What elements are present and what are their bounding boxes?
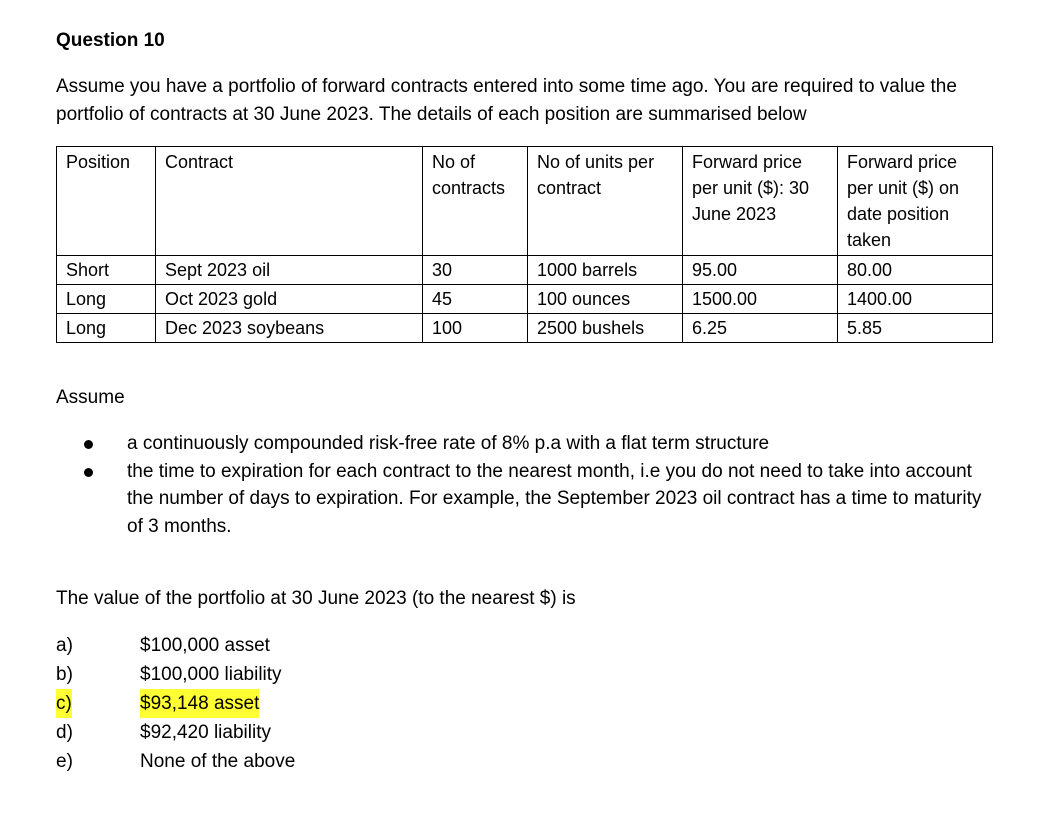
positions-table — [56, 146, 993, 343]
assumption-text: a continuously compounded risk-free rate of 8% p.a with a flat term structure — [127, 433, 770, 454]
question-intro: Assume you have a portfolio of forward contracts entered into some time ago. You are required to value the portfolio of contracts at 30 June 2023. The details of each position are summarised below — [56, 76, 957, 125]
option-text: $100,000 liability — [140, 664, 282, 685]
table-cell: 1400.00 — [838, 285, 993, 314]
option-text: None of the above — [140, 751, 296, 772]
option-letter: c) — [56, 689, 72, 718]
table-cell: 1500.00 — [683, 285, 838, 314]
table-cell: Oct 2023 gold — [156, 285, 423, 314]
bullet-icon — [84, 468, 93, 477]
assumption-text: the time to expiration for each contract to the nearest month, i.e you do not need to take into account the number of days to expiration. For example, the September 2023 oil contract has a time to maturity of 3 months. — [127, 460, 982, 537]
table-cell: Short — [57, 256, 156, 285]
table-cell: 2500 bushels — [528, 314, 683, 343]
table-row — [57, 256, 993, 285]
header-forward-price-current: Forward price per unit ($): 30 June 2023 — [683, 147, 838, 256]
table-cell: Sept 2023 oil — [156, 256, 423, 285]
header-no-of-contracts: No of contracts — [423, 147, 528, 256]
table-cell: Dec 2023 soybeans — [156, 314, 423, 343]
question-title: Question 10 — [56, 30, 165, 51]
option-text: $93,148 asset — [140, 689, 259, 718]
list-item — [56, 430, 986, 458]
table-cell: 95.00 — [683, 256, 838, 285]
table-cell: 30 — [423, 256, 528, 285]
table-cell: 6.25 — [683, 314, 838, 343]
table-cell: 100 — [423, 314, 528, 343]
table-cell: 1000 barrels — [528, 256, 683, 285]
header-position: Position — [57, 147, 156, 256]
table-row — [57, 314, 993, 343]
list-item — [56, 458, 986, 541]
table-cell: 100 ounces — [528, 285, 683, 314]
header-contract: Contract — [156, 147, 423, 256]
bullet-icon — [84, 440, 93, 449]
question-prompt: The value of the portfolio at 30 June 2023 (to the nearest $) is — [56, 588, 576, 609]
table-row — [57, 285, 993, 314]
assumptions-list — [56, 430, 986, 540]
table-cell: 80.00 — [838, 256, 993, 285]
option-text: $100,000 asset — [140, 635, 270, 656]
option-letter: b) — [56, 664, 73, 685]
table-cell: Long — [57, 314, 156, 343]
option-letter: d) — [56, 722, 73, 743]
table-cell: 45 — [423, 285, 528, 314]
option-letter: e) — [56, 751, 73, 772]
table-cell: Long — [57, 285, 156, 314]
header-units-per-contract: No of units per contract — [528, 147, 683, 256]
header-forward-price-initial: Forward price per unit ($) on date position taken — [838, 147, 993, 256]
option-letter: a) — [56, 635, 73, 656]
assume-label: Assume — [56, 387, 125, 408]
table-header-row — [57, 147, 993, 256]
option-text: $92,420 liability — [140, 722, 271, 743]
table-cell: 5.85 — [838, 314, 993, 343]
